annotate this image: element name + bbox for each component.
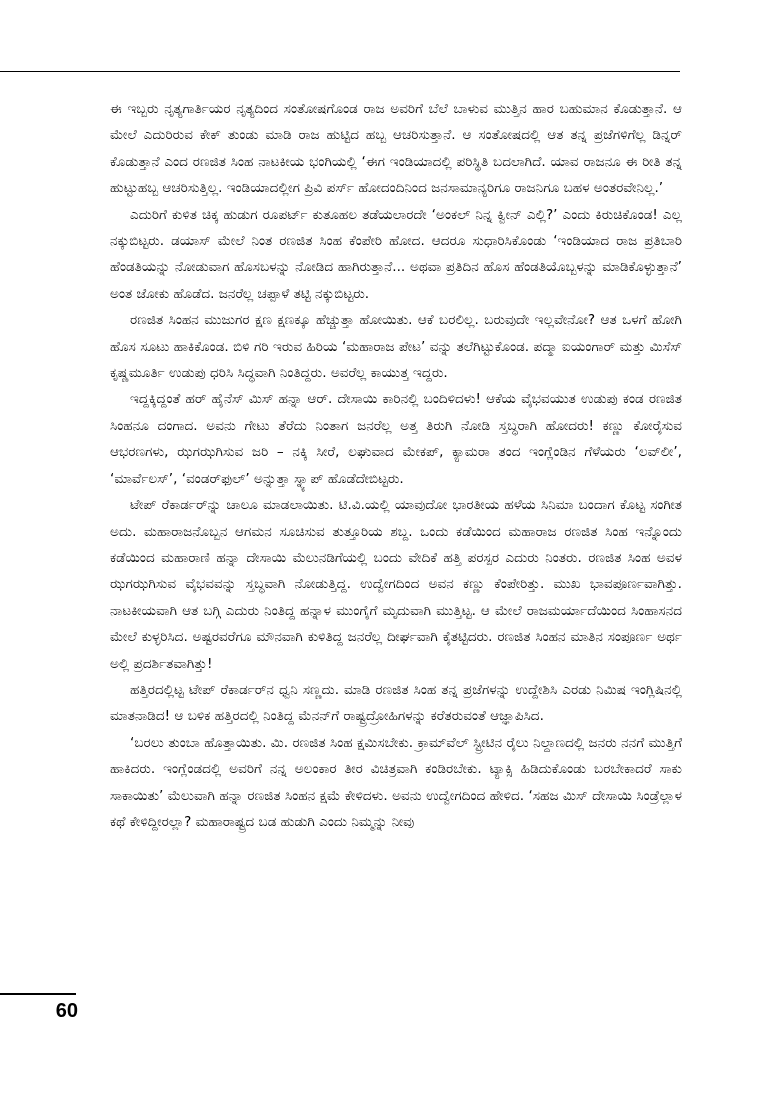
page-number: 60 [55,1000,78,1022]
paragraph: ಎದುರಿಗೆ ಕುಳಿತ ಚಿಕ್ಕ ಹುಡುಗ ರೂಪರ್ಟ್ ಕುತೂಹಲ ತಡೆಯಲಾರದೇ ‘ಅಂಕಲ್ ನಿನ್ನ ಕ್ವೀನ್ ಎಲ್ಲಿ?’ ಎಂದು ಕಿರುಚಿಕೊಂಡ! ಎಲ್ಲ ನಕ್ಕುಬಿಟ್ಟರು. ಡಯಾಸ್ ಮೇಲೆ ನಿಂತ ರಣಜಿತ ಸಿಂಹ ಕೆಂಪೇರಿ ಹೋದ. ಆದರೂ ಸುಧಾರಿಸಿಕೊಂಡು ‘ಇಂಡಿಯಾದ ರಾಜ ಪ್ರತಿಬಾರಿ ಹೆಂಡತಿಯನ್ನು ನೋಡುವಾಗ ಹೊಸಬಳನ್ನು ನೋಡಿದ ಹಾಗಿರುತ್ತಾನೆ... ಅಥವಾ ಪ್ರತಿದಿನ ಹೊಸ ಹೆಂಡತಿಯೊಬ್ಬಳನ್ನು ಮಾಡಿಕೊಳ್ಳುತ್ತಾನೆ’ ಅಂತ ಜೋಕು ಹೊಡೆದ. ಜನರೆಲ್ಲ ಚಪ್ಪಾಳೆ ತಟ್ಟಿ ನಕ್ಕುಬಿಟ್ಟರು. [110,206,682,302]
paragraph: ಟೇಪ್ ರೆಕಾರ್ಡರ್‌ನ್ನು ಚಾಲೂ ಮಾಡಲಾಯಿತು. ಟಿ.ವಿ.ಯಲ್ಲಿ ಯಾವುದೋ ಭಾರತೀಯ ಹಳೆಯ ಸಿನಿಮಾ ಬಂದಾಗ ಕೊಟ್ಟ ಸಂಗೀತ ಅದು. ಮಹಾರಾಜನೊಬ್ಬನ ಆಗಮನ ಸೂಚಿಸುವ ತುತ್ತೂರಿಯ ಶಬ್ದ. ಒಂದು ಕಡೆಯಿಂದ ಮಹಾರಾಜ ರಣಜಿತ ಸಿಂಹ ಇನ್ನೊಂದು ಕಡೆಯಿಂದ ಮಹಾರಾಣಿ ಹನ್ನಾ ದೇಸಾಯಿ ಮೆಲುನಡಿಗೆಯಲ್ಲಿ ಬಂದು ವೇದಿಕೆ ಹತ್ತಿ ಪರಸ್ಪರ ಎದುರು ನಿಂತರು. ರಣಜಿತ ಸಿಂಹ ಅವಳ ಝಗಝಗಿಸುವ ವೈಭವವನ್ನು ಸ್ತಬ್ಧವಾಗಿ ನೋಡುತ್ತಿದ್ದ. ಉದ್ವೇಗದಿಂದ ಅವನ ಕಣ್ಣು ಕೆಂಪೇರಿತ್ತು. ಮುಖ ಭಾವಪೂರ್ಣವಾಗಿತ್ತು. ನಾಟಕೀಯವಾಗಿ ಆತ ಬಗ್ಗಿ ಎದುರು ನಿಂತಿದ್ದ ಹನ್ನಾಳ ಮುಂಗೈಗೆ ಮೃದುವಾಗಿ ಮುತ್ತಿಟ್ಟ. ಆ ಮೇಲೆ ರಾಜಮರ್ಯಾದೆಯಿಂದ ಸಿಂಹಾಸನದ ಮೇಲೆ ಕುಳ್ಳರಿಸಿದ. ಅಷ್ಟರವರೆಗೂ ಮೌನವಾಗಿ ಕುಳಿತಿದ್ದ ಜನರೆಲ್ಲ ದೀರ್ಘವಾಗಿ ಕೈತಟ್ಟಿದರು. ರಣಜಿತ ಸಿಂಹನ ಮಾತಿನ ಸಂಪೂರ್ಣ ಅರ್ಥ ಅಲ್ಲಿ ಪ್ರದರ್ಶಿತವಾಗಿತ್ತು! [110,497,682,672]
paragraph: ರಣಜಿತ ಸಿಂಹನ ಮುಜುಗರ ಕ್ಷಣ ಕ್ಷಣಕ್ಕೂ ಹೆಚ್ಚುತ್ತಾ ಹೋಯಿತು. ಆಕೆ ಬರಲಿಲ್ಲ. ಬರುವುದೇ ಇಲ್ಲವೇನೋ? ಆತ ಒಳಗೆ ಹೋಗಿ ಹೊಸ ಸೂಟು ಹಾಕಿಕೊಂಡ. ಬಿಳಿ ಗರಿ ಇರುವ ಹಿರಿಯ ‘ಮಹಾರಾಜ ಪೇಟ’ ವನ್ನು ತಲೆಗಿಟ್ಟುಕೊಂಡ. ಪದ್ಮಾ ಐಯಂಗಾರ್ ಮತ್ತು ಮಿಸೆಸ್ ಕೃಷ್ಣಮೂರ್ತಿ ಉಡುಪು ಧರಿಸಿ ಸಿದ್ಧವಾಗಿ ನಿಂತಿದ್ದರು. ಅವರೆಲ್ಲ ಕಾಯುತ್ತ ಇದ್ದರು. [110,312,682,382]
paragraph: ‘ಬರಲು ತುಂಬಾ ಹೊತ್ತಾಯಿತು. ಮಿ. ರಣಜಿತ ಸಿಂಹ ಕ್ಷಮಿಸಬೇಕು. ಕ್ರಾಮ್‌ವೆಲ್ ಸ್ಟ್ರೀಟಿನ ರೈಲು ನಿಲ್ದಾಣದಲ್ಲಿ ಜನರು ನನಗೆ ಮುತ್ತಿಗೆ ಹಾಕಿದರು. ಇಂಗ್ಲೆಂಡದಲ್ಲಿ ಅವರಿಗೆ ನನ್ನ ಅಲಂಕಾರ ತೀರ ವಿಚಿತ್ರವಾಗಿ ಕಂಡಿರಬೇಕು. ಟ್ಯಾಕ್ಸಿ ಹಿಡಿದುಕೊಂಡು ಬರಬೇಕಾದರೆ ಸಾಕು ಸಾಕಾಯಿತು’ ಮೆಲುವಾಗಿ ಹನ್ನಾ ರಣಜಿತ ಸಿಂಹನ ಕ್ಷಮೆ ಕೇಳಿದಳು. ಅವನು ಉದ್ವೇಗದಿಂದ ಹೇಳಿದ. ‘ಸಹಜ ಮಿಸ್ ದೇಸಾಯಿ ಸಿಂಡ್ರೆಲ್ಲಾಳ ಕಥೆ ಕೇಳಿದ್ದೀರಲ್ಲಾ? ಮಹಾರಾಷ್ಟ್ರದ ಬಡ ಹುಡುಗಿ ಎಂದು ನಿಮ್ಮನ್ನು ನೀವು [110,734,682,830]
folio-rule [0,993,76,995]
paragraph: ಈ ಇಬ್ಬರು ನೃತ್ಯಗಾರ್ತಿಯರ ನೃತ್ಯದಿಂದ ಸಂತೋಷಗೊಂಡ ರಾಜ ಅವರಿಗೆ ಬೆಲೆ ಬಾಳುವ ಮುತ್ತಿನ ಹಾರ ಬಹುಮಾನ ಕೊಡುತ್ತಾನೆ. ಆ ಮೇಲೆ ಎದುರಿರುವ ಕೇಕ್ ತುಂಡು ಮಾಡಿ ರಾಜ ಹುಟ್ಟಿದ ಹಬ್ಬ ಆಚರಿಸುತ್ತಾನೆ. ಆ ಸಂತೋಷದಲ್ಲಿ ಆತ ತನ್ನ ಪ್ರಜೆಗಳಿಗೆಲ್ಲ ಡಿನ್ನರ್ ಕೊಡುತ್ತಾನೆ ಎಂದ ರಣಜಿತ ಸಿಂಹ ನಾಟಕೀಯ ಭಂಗಿಯಲ್ಲಿ ‘ಈಗ ಇಂಡಿಯಾದಲ್ಲಿ ಪರಿಸ್ಥಿತಿ ಬದಲಾಗಿದೆ. ಯಾವ ರಾಜನೂ ಈ ರೀತಿ ತನ್ನ ಹುಟ್ಟುಹಬ್ಬ ಆಚರಿಸುತ್ತಿಲ್ಲ. ಇಂಡಿಯಾದಲ್ಲೀಗ ಪ್ರಿವಿ ಪರ್ಸ್ ಹೋದಂದಿನಿಂದ ಜನಸಾಮಾನ್ಯರಿಗೂ ರಾಜನಿಗೂ ಬಹಳ ಅಂತರವೇನಿಲ್ಲ.’ [110,101,682,197]
paragraph: ಇದ್ದಕ್ಕಿದ್ದಂತೆ ಹರ್ ಹೈನೆಸ್ ಮಿಸ್ ಹನ್ನಾ ಆರ್. ದೇಸಾಯಿ ಕಾರಿನಲ್ಲಿ ಬಂದಿಳಿದಳು! ಆಕೆಯ ವೈಭವಯುತ ಉಡುಪು ಕಂಡ ರಣಜಿತ ಸಿಂಹನೂ ದಂಗಾದ. ಅವನು ಗೇಟು ತೆರೆದು ನಿಂತಾಗ ಜನರೆಲ್ಲ ಅತ್ತ ತಿರುಗಿ ನೋಡಿ ಸ್ತಬ್ಧರಾಗಿ ಹೋದರು! ಕಣ್ಣು ಕೋರೈಸುವ ಆಭರಣಗಳು, ಝಗಝಗಿಸುವ ಜರಿ – ನಕ್ಕಿ ಸೀರೆ, ಲಘುವಾದ ಮೇಕಪ್, ಕ್ಯಾಮರಾ ತಂದ ಇಂಗ್ಲೆಂಡಿನ ಗೆಳೆಯರು ‘ಲವ್‌ಲೀ’, ‘ಮಾರ್ವೆಲಸ್’, ‘ವಂಡರ್‌ಫುಲ್’ ಅನ್ನುತ್ತಾ ಸ್ನ್ಯಾಪ್ ಹೊಡೆದೇಬಿಟ್ಟರು. [110,391,682,487]
body-text [110,96,682,835]
header-rule [0,71,680,72]
paragraph: ಹತ್ತಿರದಲ್ಲಿಟ್ಟ ಟೇಪ್ ರೆಕಾರ್ಡರ್‌ನ ಧ್ವನಿ ಸಣ್ಣದು. ಮಾಡಿ ರಣಜಿತ ಸಿಂಹ ತನ್ನ ಪ್ರಜೆಗಳನ್ನು ಉದ್ದೇಶಿಸಿ ಎರಡು ನಿಮಿಷ ಇಂಗ್ಲಿಷಿನಲ್ಲಿ ಮಾತನಾಡಿದ! ಆ ಬಳಿಕ ಹತ್ತಿರದಲ್ಲಿ ನಿಂತಿದ್ದ ಮೆನನ್‌ಗೆ ರಾಷ್ಟ್ರದ್ರೋಹಿಗಳನ್ನು ಕರೆತರುವಂತೆ ಆಜ್ಞಾಪಿಸಿದ. [110,681,682,725]
